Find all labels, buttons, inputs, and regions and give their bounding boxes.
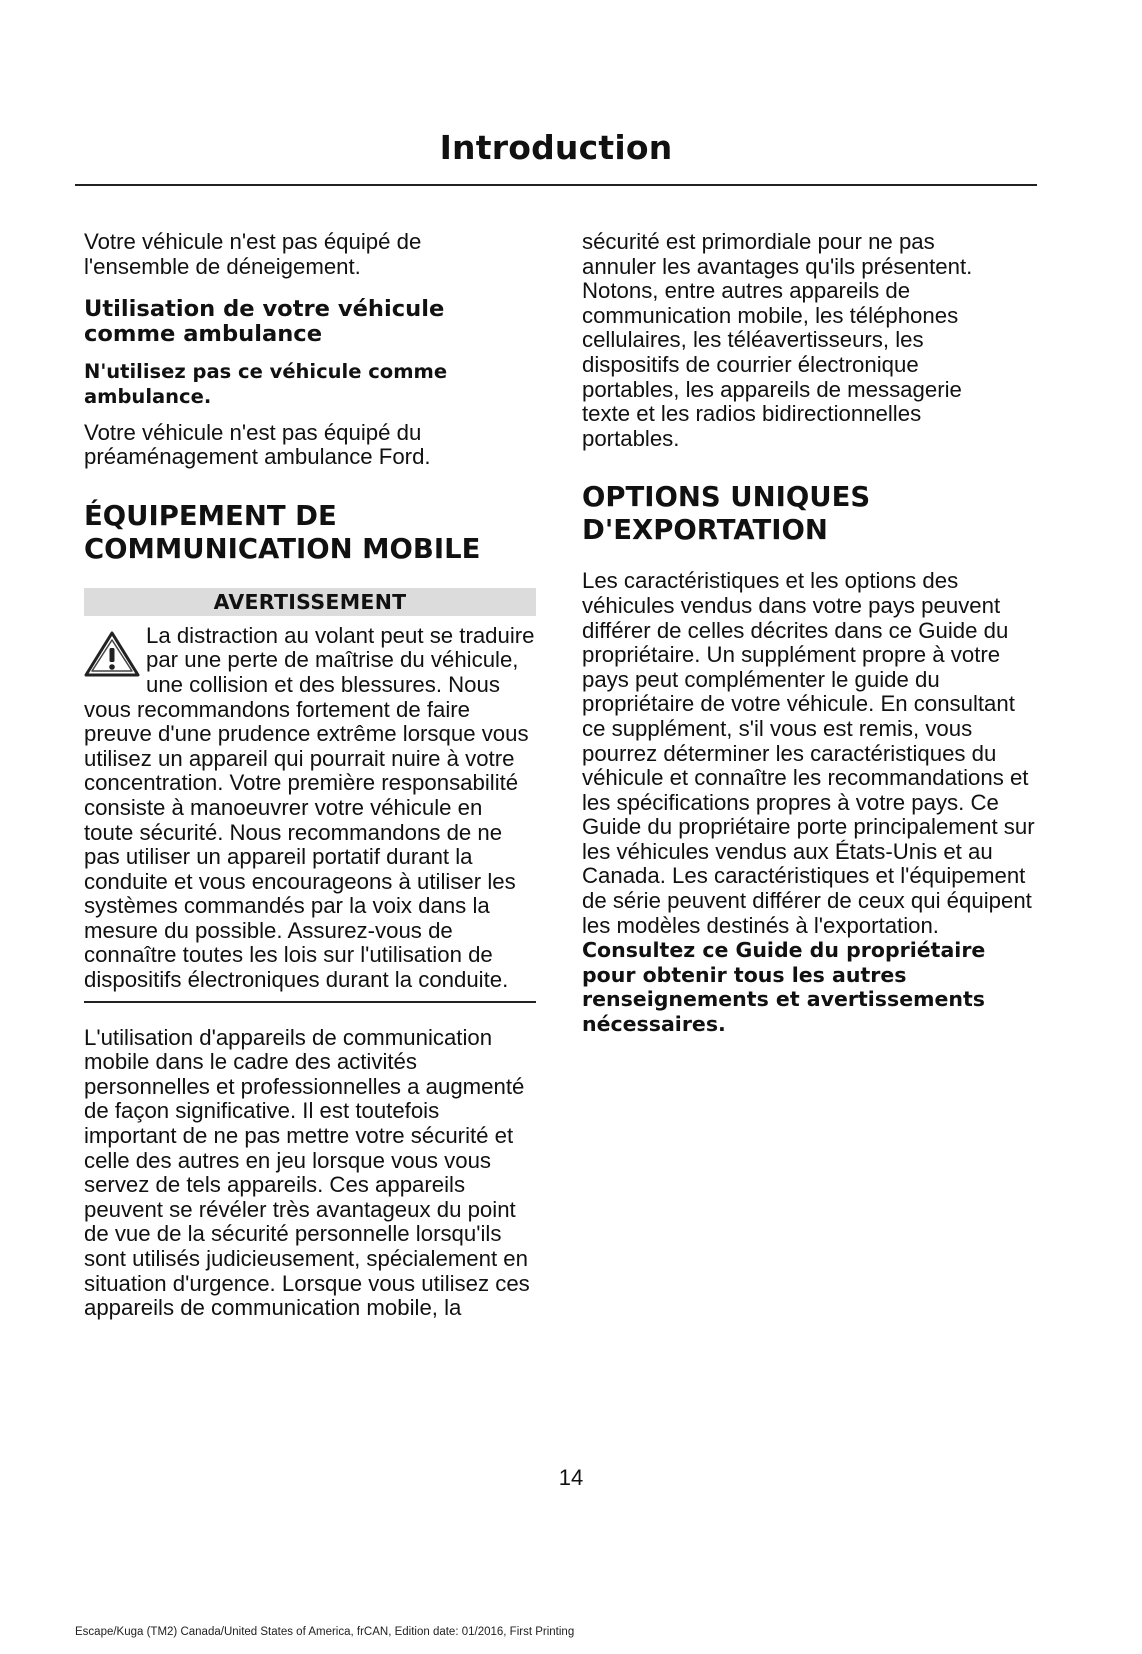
export-options-text: Les caractéristiques et les options des véhicules vendus dans votre pays peuvent différer de celles décrites dans ce Guide du propriétaire. Un supplément propre à votre pays peut complémenter le guide du propriétaire de votre véhicule. En consultant ce supplément, s'il vous est remis, vous pourrez déterminer les caractéristiques du véhicule et connaître les recommandations et les spécifications propres à votre pays. Ce Guide du propriétaire porte principalement sur les véhicules vendus aux États-Unis et au Canada. Les caractéristiques et l'équipement de série peuvent différer de ceux qui équipent les modèles destinés à l'exportation.	[582, 568, 1035, 938]
warning-label: AVERTISSEMENT	[84, 588, 536, 616]
subheading-ambulance: Utilisation de votre véhicule comme ambulance	[84, 296, 445, 347]
section-title-mobile-communication: ÉQUIPEMENT DE COMMUNICATION MOBILE	[84, 499, 481, 565]
warning-box	[84, 588, 536, 1003]
paragraph-safety-devices: sécurité est primordiale pour ne pas annuler les avantages qu'ils présentent. Notons, entre autres appareils de communication mobile, les téléphones cellulaires, les téléavertisseurs, les dispositifs de courrier électronique portables, les appareils de messagerie texte et les radios bidirectionnelles portables.	[582, 229, 973, 451]
export-options-bold-note: Consultez ce Guide du propriétaire pour obtenir tous les autres renseignements et avertissements nécessaires.	[582, 938, 986, 1037]
paragraph-export-options	[582, 569, 1038, 1036]
subheading-no-ambulance: N'utilisez pas ce véhicule comme ambulance.	[84, 360, 448, 408]
warning-divider	[84, 1001, 536, 1003]
warning-text: La distraction au volant peut se traduire par une perte de maîtrise du véhicule, une collision et des blessures. Nous vous recommandons fortement de faire preuve d'une prudence extrême lorsque vous utilisez un appareil qui pourrait nuire à votre concentration. Votre première responsabilité consiste à manoeuvrer votre véhicule en toute sécurité. Nous recommandons de ne pas utiliser un appareil portatif durant la conduite et vous encourageons à utiliser les systèmes commandés par la voix dans la mesure du possible. Assurez-vous de connaître toutes les lois sur l'utilisation de dispositifs électroniques durant la conduite.	[84, 622, 535, 993]
header-divider	[75, 184, 1037, 186]
warning-triangle-icon	[84, 630, 140, 678]
page-number: 14	[558, 1465, 584, 1490]
paragraph-mobile-use: L'utilisation d'appareils de communication mobile dans le cadre des activités personnelles et professionnelles a augmenté de façon significative. Il est toutefois important de ne pas mettre votre sécurité et celle des autres en jeu lorsque vous vous servez de tels appareils. Ces appareils peuvent se révéler très avantageux du point de vue de la sécurité personnelle lorsqu'ils sont utilisés judicieusement, spécialement en situation d'urgence. Lorsque vous utilisez ces appareils de communication mobile, la	[84, 1024, 530, 1321]
paragraph-ambulance-prep: Votre véhicule n'est pas équipé du préaménagement ambulance Ford.	[84, 419, 431, 470]
page-title: Introduction	[439, 128, 673, 167]
right-column	[582, 230, 1038, 1037]
paragraph-snow-kit: Votre véhicule n'est pas équipé de l'ensemble de déneigement.	[84, 229, 422, 279]
warning-body	[84, 624, 536, 993]
footer-edition-info: Escape/Kuga (TM2) Canada/United States of America, frCAN, Edition date: 01/2016, First Printing	[75, 1626, 575, 1638]
section-title-export-options: OPTIONS UNIQUES D'EXPORTATION	[582, 481, 871, 547]
left-column	[84, 230, 536, 1321]
